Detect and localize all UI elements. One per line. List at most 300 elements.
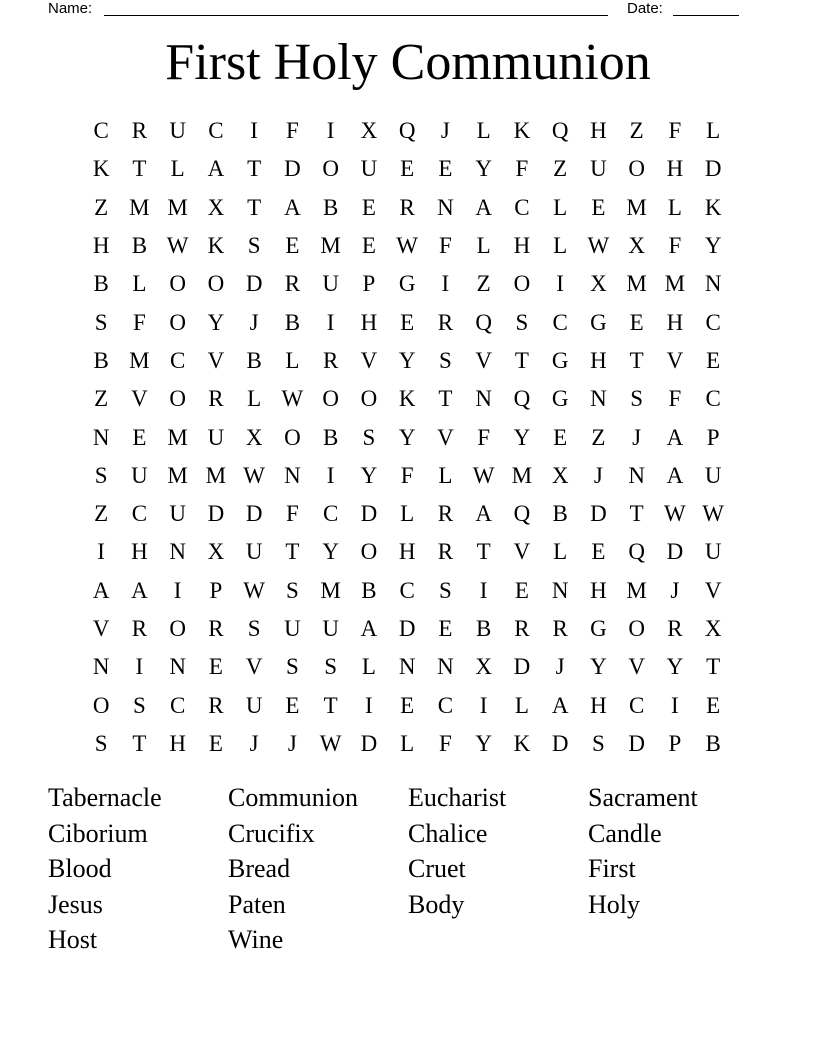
page-title: First Holy Communion xyxy=(165,34,651,91)
grid-letter: V xyxy=(131,386,148,412)
word-list-item: Sacrament xyxy=(588,783,698,812)
grid-letter: M xyxy=(167,462,188,488)
grid-letter: F xyxy=(668,233,682,259)
grid-letter: M xyxy=(664,271,686,297)
grid-letter: L xyxy=(247,386,262,412)
grid-letter: R xyxy=(667,616,683,641)
grid-letter: E xyxy=(361,194,376,220)
grid-letter: C xyxy=(437,692,454,718)
grid-letter: N xyxy=(437,194,454,220)
grid-letter: T xyxy=(629,501,644,527)
grid-letter: H xyxy=(360,309,378,335)
grid-letter: O xyxy=(360,539,378,565)
grid-letter: V xyxy=(360,347,378,373)
grid-letter: N xyxy=(398,654,416,680)
grid-letter: C xyxy=(322,501,339,527)
grid-letter: F xyxy=(438,730,452,756)
grid-letter: E xyxy=(285,692,300,718)
word-list-item: Chalice xyxy=(408,818,488,848)
grid-letter: D xyxy=(590,501,607,527)
grid-letter: S xyxy=(247,233,261,259)
grid-letter: C xyxy=(514,194,530,220)
grid-letter: F xyxy=(285,501,299,527)
grid-letter: H xyxy=(590,118,607,144)
word-list-item: Holy xyxy=(588,889,640,919)
grid-letter: B xyxy=(705,730,721,756)
grid-letter: F xyxy=(515,156,529,182)
grid-letter: F xyxy=(477,424,491,450)
grid-letter: D xyxy=(513,654,531,680)
grid-letter: D xyxy=(666,539,684,565)
grid-letter: C xyxy=(169,347,186,373)
grid-row xyxy=(82,495,732,533)
grid-letter: L xyxy=(132,271,147,297)
grid-letter: D xyxy=(704,156,722,182)
grid-letter: J xyxy=(555,654,565,680)
grid-letter: A xyxy=(131,577,148,603)
grid-letter: U xyxy=(245,539,263,565)
grid-letter: U xyxy=(704,539,722,565)
grid-row xyxy=(82,648,732,686)
grid-letter: R xyxy=(437,309,454,335)
grid-letter: E xyxy=(629,309,644,335)
grid-letter: H xyxy=(169,730,186,756)
word-list-item: Host xyxy=(48,925,98,954)
grid-letter: L xyxy=(667,194,682,220)
grid-letter: M xyxy=(320,233,341,259)
grid-letter: S xyxy=(591,730,605,756)
grid-row xyxy=(82,112,732,150)
grid-letter: Z xyxy=(476,271,491,297)
grid-letter: M xyxy=(167,424,188,450)
grid-letter: D xyxy=(551,730,569,756)
grid-letter: M xyxy=(320,577,341,603)
grid-letter: Z xyxy=(94,386,109,412)
grid-letter: J xyxy=(593,462,603,488)
grid-letter: A xyxy=(284,194,301,220)
grid-letter: A xyxy=(360,616,378,641)
grid-letter: R xyxy=(284,271,301,297)
grid-letter: B xyxy=(284,309,301,335)
grid-letter: S xyxy=(285,654,299,680)
grid-letter: E xyxy=(553,424,568,450)
grid-letter: D xyxy=(245,271,263,297)
grid-letter: D xyxy=(628,730,645,756)
grid-letter: S xyxy=(362,424,376,450)
grid-letter: O xyxy=(322,386,339,412)
grid-letter: N xyxy=(475,386,492,412)
grid-letter: N xyxy=(551,577,569,603)
grid-letter: C xyxy=(131,501,148,527)
grid-letter: L xyxy=(400,501,415,527)
grid-letter: K xyxy=(513,730,531,756)
grid-letter: C xyxy=(208,118,224,144)
grid-letter: Q xyxy=(398,118,416,144)
grid-letter: E xyxy=(400,156,415,182)
name-blank-line xyxy=(104,15,608,16)
grid-letter: I xyxy=(326,118,335,144)
grid-letter: O xyxy=(92,692,110,718)
grid-letter: N xyxy=(590,386,607,412)
grid-letter: P xyxy=(362,271,376,297)
grid-letter: S xyxy=(438,577,452,603)
grid-letter: W xyxy=(587,233,610,259)
grid-row xyxy=(82,227,732,265)
grid-letter: E xyxy=(285,233,300,259)
grid-letter: V xyxy=(245,654,263,680)
grid-letter: V xyxy=(207,347,225,373)
name-label: Name: xyxy=(48,0,93,17)
grid-letter: T xyxy=(247,156,262,182)
grid-letter: R xyxy=(208,386,224,412)
grid-letter: H xyxy=(398,539,416,565)
grid-letter: N xyxy=(92,654,110,680)
grid-row xyxy=(82,342,732,380)
grid-letter: C xyxy=(628,692,645,718)
grid-letter: G xyxy=(551,386,569,412)
grid-letter: K xyxy=(704,194,722,220)
grid-row xyxy=(82,533,732,571)
grid-letter: X xyxy=(360,118,378,144)
grid-letter: I xyxy=(173,577,182,603)
grid-letter: B xyxy=(131,233,148,259)
grid-letter: N xyxy=(284,462,301,488)
grid-letter: A xyxy=(666,424,684,450)
grid-letter: U xyxy=(322,616,339,641)
grid-letter: T xyxy=(438,386,453,412)
grid-letter: U xyxy=(245,692,263,718)
grid-letter: Y xyxy=(475,156,492,182)
grid-letter: U xyxy=(590,156,607,182)
grid-letter: Y xyxy=(513,424,531,450)
grid-letter: L xyxy=(476,233,491,259)
grid-letter: O xyxy=(207,271,225,297)
grid-letter: G xyxy=(590,309,607,335)
grid-letter: E xyxy=(438,156,453,182)
grid-letter: X xyxy=(628,233,645,259)
grid-letter: J xyxy=(287,730,297,756)
grid-letter: M xyxy=(129,347,150,373)
grid-letter: O xyxy=(628,156,645,182)
grid-letter: Y xyxy=(590,654,607,680)
grid-letter: J xyxy=(670,577,680,603)
grid-letter: R xyxy=(437,501,454,527)
grid-letter: A xyxy=(475,194,492,220)
grid-letter: I xyxy=(441,271,450,297)
grid-row xyxy=(82,457,732,495)
grid-letter: R xyxy=(322,347,339,373)
grid-letter: W xyxy=(319,730,342,756)
grid-letter: Y xyxy=(704,233,722,259)
grid-letter: M xyxy=(511,462,533,488)
grid-letter: R xyxy=(208,692,224,718)
grid-row xyxy=(82,686,732,724)
grid-letter: H xyxy=(131,539,148,565)
grid-letter: E xyxy=(208,730,223,756)
grid-letter: T xyxy=(706,654,721,680)
word-list-item: First xyxy=(588,854,636,883)
date-label: Date: xyxy=(627,0,663,17)
grid-letter: Y xyxy=(322,539,339,565)
grid-letter: L xyxy=(400,730,415,756)
grid-letter: C xyxy=(399,577,415,603)
grid-letter: D xyxy=(360,501,378,527)
grid-letter: H xyxy=(666,309,684,335)
grid-letter: Y xyxy=(398,347,416,373)
grid-letter: K xyxy=(207,233,225,259)
word-list-item: Paten xyxy=(228,889,286,919)
grid-letter: D xyxy=(207,501,225,527)
grid-letter: P xyxy=(209,577,223,603)
grid-letter: E xyxy=(400,692,415,718)
grid-letter: T xyxy=(514,347,529,373)
grid-letter: R xyxy=(437,539,454,565)
grid-letter: S xyxy=(324,654,338,680)
grid-row xyxy=(82,572,732,610)
word-list-item: Body xyxy=(408,889,465,919)
grid-letter: K xyxy=(398,386,416,412)
grid-letter: Q xyxy=(628,539,645,565)
grid-letter: K xyxy=(92,156,110,182)
grid-letter: W xyxy=(166,233,189,259)
grid-letter: H xyxy=(590,692,607,718)
grid-letter: I xyxy=(326,462,335,488)
grid-letter: G xyxy=(398,271,416,297)
grid-letter: V xyxy=(628,654,645,680)
grid-letter: I xyxy=(97,539,105,565)
grid-letter: R xyxy=(399,194,415,220)
grid-letter: E xyxy=(706,692,721,718)
word-list-item: Communion xyxy=(228,783,359,812)
grid-letter: O xyxy=(169,386,186,412)
grid-letter: F xyxy=(668,118,682,144)
grid-letter: U xyxy=(131,462,148,488)
grid-letter: W xyxy=(396,233,418,259)
grid-letter: I xyxy=(365,692,373,718)
grid-letter: Y xyxy=(666,654,684,680)
grid-letter: U xyxy=(207,424,225,450)
grid-letter: R xyxy=(208,616,224,641)
grid-letter: B xyxy=(93,271,109,297)
grid-letter: L xyxy=(285,347,300,373)
grid-letter: W xyxy=(243,462,265,488)
grid-letter: K xyxy=(513,118,531,144)
grid-letter: E xyxy=(400,309,415,335)
grid-letter: J xyxy=(440,118,450,144)
grid-letter: A xyxy=(92,577,110,603)
grid-letter: B xyxy=(93,347,109,373)
grid-letter: X xyxy=(475,654,492,680)
word-list-item: Candle xyxy=(588,818,662,848)
grid-letter: B xyxy=(322,424,339,450)
grid-letter: S xyxy=(94,309,108,335)
grid-letter: A xyxy=(207,156,225,182)
grid-letter: L xyxy=(553,194,568,220)
grid-letter: M xyxy=(626,194,647,220)
grid-letter: G xyxy=(551,347,569,373)
grid-letter: S xyxy=(630,386,644,412)
grid-letter: Z xyxy=(94,194,109,220)
grid-letter: V xyxy=(704,577,722,603)
grid-letter: R xyxy=(131,118,148,144)
grid-letter: J xyxy=(249,309,259,335)
grid-letter: O xyxy=(169,616,186,641)
grid-letter: F xyxy=(400,462,414,488)
grid-letter: N xyxy=(169,539,186,565)
grid-letter: L xyxy=(553,233,568,259)
grid-letter: N xyxy=(169,654,186,680)
grid-letter: W xyxy=(664,501,686,527)
grid-letter: R xyxy=(552,616,568,641)
grid-row xyxy=(82,380,732,418)
grid-letter: L xyxy=(438,462,453,488)
grid-letter: V xyxy=(92,616,110,641)
grid-letter: L xyxy=(514,692,529,718)
grid-letter: R xyxy=(514,616,530,641)
grid-letter: R xyxy=(131,616,148,641)
grid-letter: B xyxy=(475,616,492,641)
grid-letter: I xyxy=(135,654,144,680)
grid-letter: O xyxy=(322,156,339,182)
grid-letter: U xyxy=(169,118,186,144)
grid-letter: T xyxy=(323,692,338,718)
grid-letter: F xyxy=(438,233,452,259)
grid-letter: D xyxy=(398,616,416,641)
grid-letter: C xyxy=(169,692,186,718)
grid-letter: Z xyxy=(553,156,568,182)
grid-letter: M xyxy=(626,271,647,297)
grid-letter: E xyxy=(514,577,529,603)
grid-letter: T xyxy=(629,347,644,373)
letter-grid xyxy=(82,112,732,763)
grid-row xyxy=(82,265,732,303)
grid-letter: E xyxy=(132,424,147,450)
grid-letter: O xyxy=(360,386,378,412)
grid-letter: M xyxy=(626,577,647,603)
grid-letter: U xyxy=(322,271,339,297)
grid-letter: C xyxy=(552,309,568,335)
grid-letter: O xyxy=(284,424,301,450)
grid-letter: S xyxy=(132,692,146,718)
grid-letter: F xyxy=(285,118,299,144)
grid-letter: A xyxy=(475,501,492,527)
grid-letter: N xyxy=(92,424,110,450)
grid-letter: S xyxy=(247,616,261,641)
grid-letter: Q xyxy=(513,386,531,412)
grid-letter: L xyxy=(706,118,721,144)
grid-letter: I xyxy=(479,577,488,603)
grid-letter: L xyxy=(170,156,185,182)
grid-letter: D xyxy=(245,501,263,527)
word-list xyxy=(48,780,768,958)
grid-letter: I xyxy=(479,692,488,718)
grid-letter: M xyxy=(167,194,188,220)
grid-letter: S xyxy=(515,309,529,335)
grid-letter: S xyxy=(94,462,108,488)
grid-letter: E xyxy=(438,616,453,641)
grid-letter: O xyxy=(169,271,186,297)
word-list-item: Crucifix xyxy=(228,818,315,848)
grid-letter: X xyxy=(704,616,722,641)
word-list-item: Eucharist xyxy=(408,783,507,812)
grid-letter: E xyxy=(208,654,223,680)
grid-letter: D xyxy=(360,730,378,756)
grid-letter: L xyxy=(361,654,376,680)
grid-letter: C xyxy=(705,309,721,335)
grid-letter: M xyxy=(129,194,150,220)
grid-letter: N xyxy=(704,271,722,297)
grid-letter: B xyxy=(552,501,568,527)
grid-letter: H xyxy=(590,577,607,603)
grid-letter: H xyxy=(513,233,531,259)
grid-letter: N xyxy=(628,462,645,488)
grid-letter: B xyxy=(361,577,377,603)
grid-letter: B xyxy=(246,347,262,373)
grid-row xyxy=(82,189,732,227)
grid-letter: O xyxy=(169,309,186,335)
grid-letter: X xyxy=(207,539,225,565)
grid-letter: Q xyxy=(475,309,492,335)
grid-letter: T xyxy=(132,730,147,756)
grid-letter: P xyxy=(668,730,682,756)
grid-letter: B xyxy=(322,194,339,220)
grid-letter: Z xyxy=(629,118,644,144)
header xyxy=(0,0,816,20)
word-list-item: Ciborium xyxy=(48,818,148,848)
grid-letter: E xyxy=(706,347,721,373)
grid-letter: V xyxy=(437,424,454,450)
date-blank-line xyxy=(673,15,739,16)
grid-letter: X xyxy=(245,424,263,450)
grid-letter: U xyxy=(169,501,186,527)
grid-letter: E xyxy=(361,233,376,259)
grid-letter: A xyxy=(551,692,569,718)
grid-letter: Q xyxy=(513,501,531,527)
grid-letter: U xyxy=(360,156,378,182)
grid-letter: U xyxy=(284,616,301,641)
grid-letter: W xyxy=(281,386,304,412)
grid-letter: C xyxy=(93,118,109,144)
word-list-item: Blood xyxy=(48,854,112,883)
grid-letter: Y xyxy=(475,730,492,756)
grid-letter: H xyxy=(590,347,607,373)
grid-letter: L xyxy=(476,118,491,144)
grid-letter: S xyxy=(94,730,108,756)
grid-letter: O xyxy=(628,616,645,641)
grid-letter: X xyxy=(551,462,569,488)
grid-letter: F xyxy=(668,386,682,412)
grid-letter: W xyxy=(702,501,724,527)
grid-letter: E xyxy=(591,194,606,220)
grid-letter: S xyxy=(438,347,452,373)
grid-letter: V xyxy=(666,347,684,373)
grid-letter: Q xyxy=(551,118,569,144)
grid-letter: H xyxy=(666,156,684,182)
grid-letter: O xyxy=(513,271,531,297)
word-list-item: Tabernacle xyxy=(48,783,162,812)
grid-letter: X xyxy=(207,194,225,220)
grid-row xyxy=(82,418,732,456)
grid-letter: T xyxy=(476,539,491,565)
grid-letter: V xyxy=(513,539,531,565)
grid-letter: J xyxy=(249,730,259,756)
word-list-item: Cruet xyxy=(408,854,466,883)
grid-letter: P xyxy=(706,424,720,450)
grid-letter: G xyxy=(590,616,607,641)
grid-row xyxy=(82,610,732,648)
grid-letter: A xyxy=(666,462,684,488)
grid-letter: E xyxy=(591,539,606,565)
